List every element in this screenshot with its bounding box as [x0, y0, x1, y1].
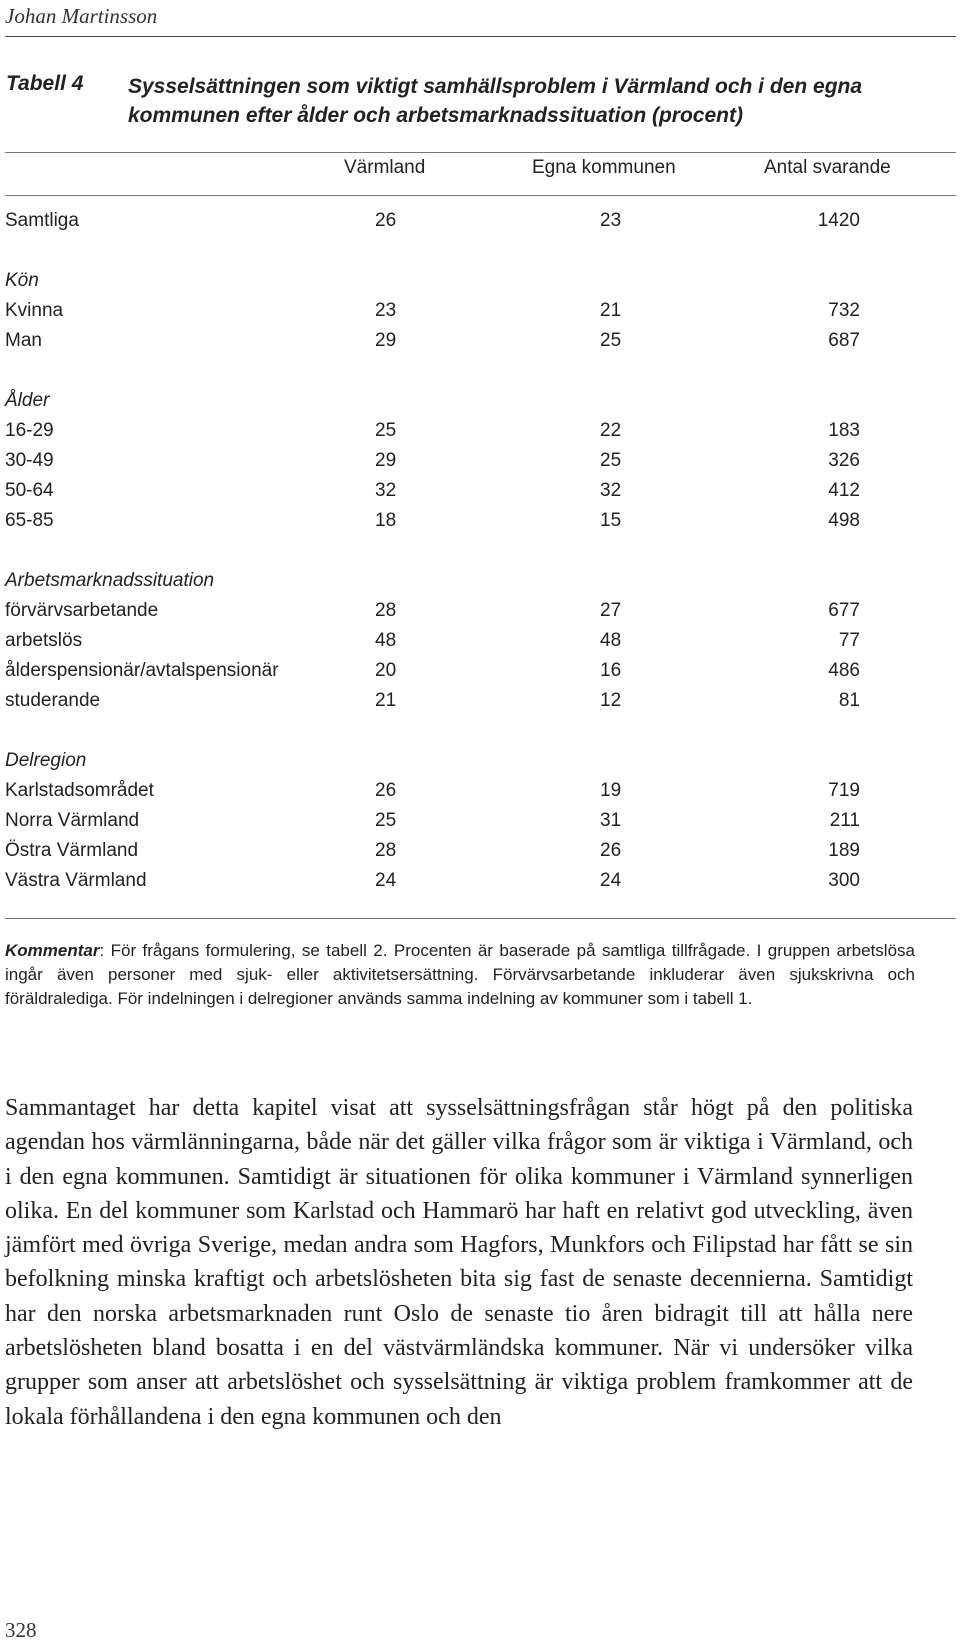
cell-egna-kommunen: 16	[600, 660, 622, 681]
cell-varmland: 28	[375, 600, 397, 621]
row-label: Man	[5, 330, 42, 351]
table-bottom-rule	[5, 918, 956, 919]
comment-label: Kommentar	[5, 941, 100, 960]
cell-egna-kommunen: 25	[600, 330, 622, 351]
table-group-row	[5, 570, 960, 600]
row-label: Kvinna	[5, 300, 64, 321]
table-row	[5, 600, 960, 630]
table-group-row	[5, 270, 960, 300]
comment-text: : För frågans formulering, se tabell 2. Procenten är baserade på samtliga tillfrågade. I gruppen arbetslösa ingår även personer med sjuk- eller aktivitetsersättning. Förvärvsarbetande inkluderar även sjukskrivna och föräldralediga. För indelningen i delregioner används samma indelning av kommuner som i tabell 1.	[5, 941, 915, 1008]
table-row	[5, 660, 960, 690]
row-label: ålderspensionär/avtalspensionär	[5, 660, 279, 681]
table-row	[5, 780, 960, 810]
row-label: Karlstadsområdet	[5, 780, 154, 801]
row-label: studerande	[5, 690, 101, 711]
row-label: förvärvsarbetande	[5, 600, 159, 621]
row-label: 50-64	[5, 480, 54, 501]
cell-antal-svarande: 77	[838, 630, 860, 651]
table-row	[5, 690, 960, 720]
table-row	[5, 870, 960, 900]
column-header-varmland: Värmland	[344, 157, 426, 178]
header-rule	[5, 36, 956, 37]
row-label: arbetslös	[5, 630, 83, 651]
row-label: 30-49	[5, 450, 54, 471]
row-label: 65-85	[5, 510, 54, 531]
cell-varmland: 18	[375, 510, 397, 531]
table-spacer	[5, 240, 960, 270]
cell-varmland: 24	[375, 870, 397, 891]
cell-antal-svarande: 687	[828, 330, 860, 351]
cell-egna-kommunen: 25	[600, 450, 622, 471]
cell-egna-kommunen: 22	[600, 420, 622, 441]
table-row	[5, 810, 960, 840]
cell-varmland: 23	[375, 300, 397, 321]
cell-egna-kommunen: 24	[600, 870, 622, 891]
cell-antal-svarande: 211	[829, 810, 860, 831]
cell-egna-kommunen: 31	[600, 810, 622, 831]
table-label: Tabell 4	[6, 72, 84, 95]
table-body	[5, 210, 960, 900]
cell-antal-svarande: 498	[828, 510, 860, 531]
cell-egna-kommunen: 19	[600, 780, 622, 801]
table-row	[5, 450, 960, 480]
cell-varmland: 32	[375, 480, 397, 501]
cell-egna-kommunen: 32	[600, 480, 622, 501]
cell-antal-svarande: 732	[828, 300, 860, 321]
table-row	[5, 300, 960, 330]
cell-antal-svarande: 486	[828, 660, 860, 681]
running-header-author: Johan Martinsson	[5, 4, 158, 28]
table-comment	[5, 939, 915, 1011]
cell-egna-kommunen: 15	[600, 510, 622, 531]
body-paragraph: Sammantaget har detta kapitel visat att sysselsättningsfrågan står högt på den politiska agendan hos värmlänningarna, både när det gäller vilka frågor som är viktiga i Värmland, och i den egna kommunen. Samtidigt är situationen för olika kommuner i Värmland synnerligen olika. En del kommuner som Karlstad och Hammarö har haft en relativt god utveckling, även jämfört med övriga Sverige, medan andra som Hagfors, Munkfors och Filipstad har fått se sin befolkning minska kraftigt och arbetslösheten bita sig fast de senaste decennierna. Samtidigt har den norska arbetsmarknaden runt Oslo de senaste tio åren bidragit till att hålla nere arbetslösheten bland bosatta i en del västvärmländska kommuner. När vi undersöker vilka grupper som anser att arbetslöshet och sysselsättning är viktiga problem framkommer att de lokala förhållandena i den egna kommunen och den	[5, 1095, 913, 1430]
cell-varmland: 20	[375, 660, 397, 681]
table-row	[5, 210, 960, 240]
table-row	[5, 330, 960, 360]
table-top-rule	[5, 152, 956, 153]
column-header-antal-svarande: Antal svarande	[764, 157, 891, 178]
row-label: Västra Värmland	[5, 870, 147, 891]
group-label: Ålder	[5, 390, 50, 411]
cell-egna-kommunen: 26	[600, 840, 622, 861]
page-number: 328	[5, 1618, 37, 1642]
group-label: Delregion	[5, 750, 87, 771]
cell-antal-svarande: 1420	[817, 210, 860, 231]
cell-egna-kommunen: 48	[600, 630, 622, 651]
table-spacer	[5, 720, 960, 750]
table-header-rule	[5, 195, 956, 196]
row-label: 16-29	[5, 420, 54, 441]
table-title: Sysselsättningen som viktigt samhällsproblem i Värmland och i den egna kommunen efter ålder och arbetsmarknadssituation (procent)	[128, 75, 863, 127]
table-row	[5, 630, 960, 660]
column-header-egna-kommunen: Egna kommunen	[532, 157, 676, 178]
table-spacer	[5, 360, 960, 390]
cell-varmland: 26	[375, 780, 397, 801]
cell-antal-svarande: 183	[828, 420, 860, 441]
table-group-row	[5, 750, 960, 780]
table-row	[5, 480, 960, 510]
cell-egna-kommunen: 12	[600, 690, 622, 711]
cell-varmland: 29	[375, 450, 397, 471]
table-row	[5, 510, 960, 540]
cell-antal-svarande: 719	[828, 780, 860, 801]
cell-antal-svarande: 326	[828, 450, 860, 471]
cell-antal-svarande: 412	[828, 480, 860, 501]
cell-varmland: 48	[375, 630, 397, 651]
cell-egna-kommunen: 27	[600, 600, 622, 621]
cell-antal-svarande: 300	[828, 870, 860, 891]
cell-varmland: 28	[375, 840, 397, 861]
row-label: Norra Värmland	[5, 810, 140, 831]
cell-antal-svarande: 189	[828, 840, 860, 861]
table-group-row	[5, 390, 960, 420]
cell-egna-kommunen: 21	[600, 300, 622, 321]
cell-varmland: 25	[375, 810, 397, 831]
row-label: Östra Värmland	[5, 840, 139, 861]
cell-varmland: 21	[375, 690, 397, 711]
cell-varmland: 29	[375, 330, 397, 351]
cell-varmland: 25	[375, 420, 397, 441]
group-label: Arbetsmarknadssituation	[5, 570, 215, 591]
table-spacer	[5, 540, 960, 570]
row-label: Samtliga	[5, 210, 79, 231]
group-label: Kön	[5, 270, 39, 291]
cell-egna-kommunen: 23	[600, 210, 622, 231]
cell-antal-svarande: 677	[828, 600, 860, 621]
cell-antal-svarande: 81	[838, 690, 860, 711]
cell-varmland: 26	[375, 210, 397, 231]
table-row	[5, 420, 960, 450]
table-row	[5, 840, 960, 870]
